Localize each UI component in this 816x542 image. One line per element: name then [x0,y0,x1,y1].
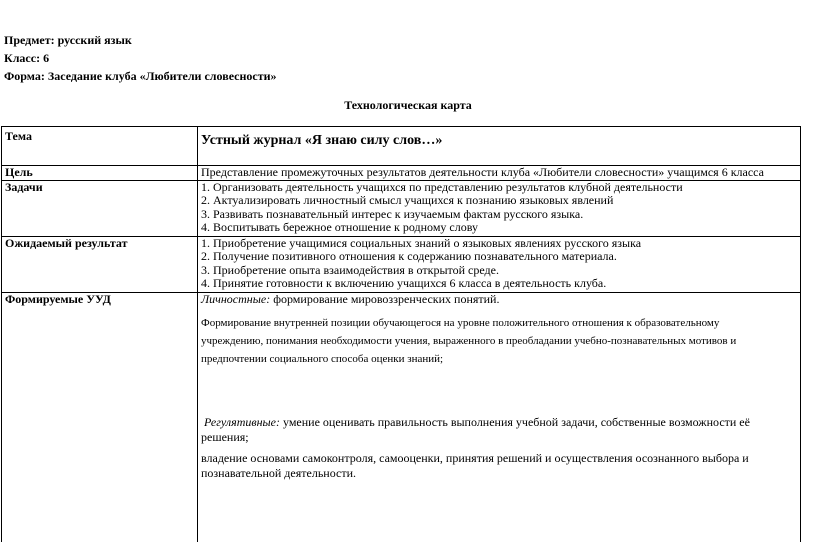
table-row-uud [2,292,801,542]
topic-label: Тема [2,127,198,166]
document-title: Технологическая карта [344,98,472,112]
list-item: 4. Принятие готовности к включению учащихся 6 класса в деятельность клуба. [201,276,607,290]
table-row-tasks [2,180,801,236]
tasks-label: Задачи [2,180,198,236]
self-control-text: владение основами самоконтроля, самооценки, принятия решений и осуществления осознанного выбора и познавательной деятельности. [201,451,749,480]
list-item: 2. Получение позитивного отношения к содержанию познавательного материала. [201,249,617,263]
uud-content [198,292,801,542]
technological-card-table [1,126,801,542]
uud-label: Формируемые УУД [2,292,198,542]
table-row-expected-result [2,236,801,292]
list-item: 2. Актуализировать личностный смысл учащихся к познанию языковых явлений [201,193,614,207]
grade-line: Класс: 6 [4,51,50,65]
personal-uud [201,293,800,307]
list-item: 1. Организовать деятельность учащихся по представлению результатов клубной деятельности [201,179,683,194]
document-header [4,31,277,85]
list-item: 3. Приобретение опыта взаимодействия в открытой среде. [201,262,499,277]
table-row-topic [2,127,801,166]
list-item: 4. Воспитывать бережное отношение к родному слову [201,220,478,234]
form-line: Форма: Заседание клуба «Любители словесности» [4,69,277,83]
list-item: 3. Развивать познавательный интерес к изучаемым фактам русского языка. [201,206,584,221]
goal-value: Представление промежуточных результатов деятельности клуба «Любители словесности» учащимся 6 класса [198,166,801,181]
personal-uud-label: Личностные: [201,291,271,306]
topic-value: Устный журнал «Я знаю силу слов…» [198,127,801,166]
expected-result-label: Ожидаемый результат [2,236,198,292]
list-item: 1. Приобретение учащимися социальных знаний о языковых явлениях русского языка [201,235,642,250]
expected-result-list [198,236,801,292]
personal-uud-text: формирование мировоззренческих понятий. [270,291,500,306]
internal-position-text: Формирование внутренней позиции обучающегося на уровне положительного отношения к образовательному учреждению, понимания необходимости учения, выраженного в преобладании учебно-познавательных мотивов и предпочтении социального способа оценки знаний; [201,317,737,365]
goal-label: Цель [2,166,198,181]
tasks-list [198,180,801,236]
regulatory-uud-label: Регулятивные: [204,415,280,429]
subject-line: Предмет: русский язык [4,33,132,47]
regulatory-uud-text: умение оценивать правильность выполнения учебной задачи, собственные возможности её решения; [201,415,750,444]
table-row-goal [2,166,801,181]
regulatory-uud [201,415,800,445]
